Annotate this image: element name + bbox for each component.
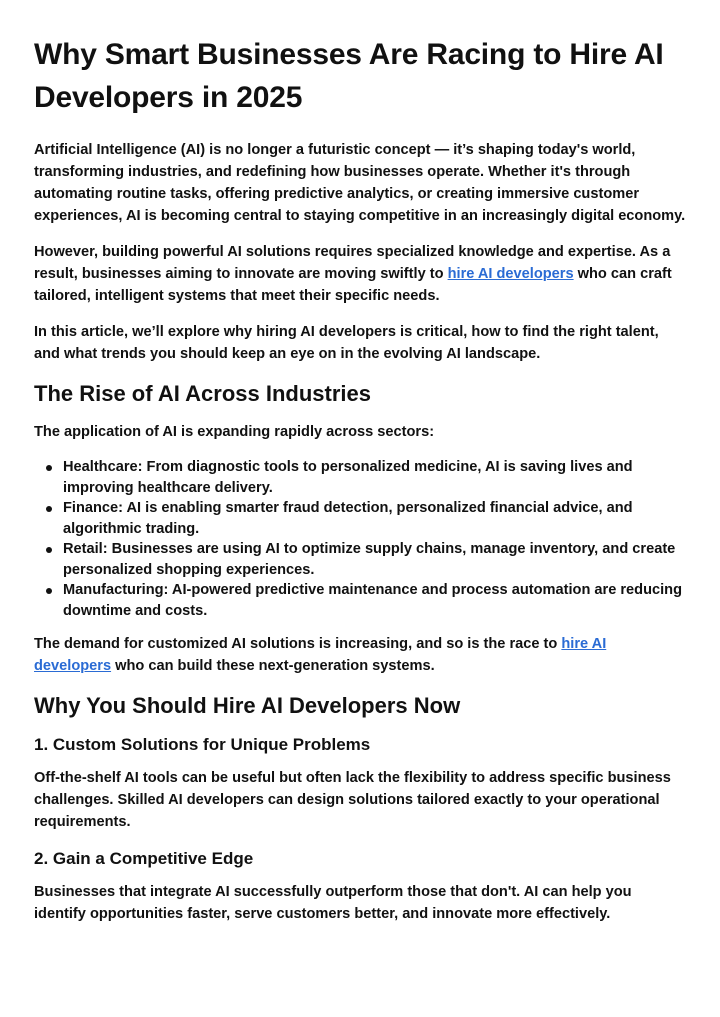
intro-paragraph-3: In this article, we’ll explore why hiring AI developers is critical, how to find the right talent, and what trends you should keep an eye on in the evolving AI landscape. [34,324,659,362]
intro-paragraph-2-text-before: However, building powerful AI solutions requires specialized knowledge and expertise. As a result, businesses aiming to innovate are moving swiftly to [34,244,671,282]
list-item [63,580,686,621]
list-item-text: Healthcare: From diagnostic tools to personalized medicine, AI is saving lives and improving healthcare delivery. [63,459,633,496]
list-item-text: Manufacturing: AI-powered predictive maintenance and process automation are reducing downtime and costs. [63,582,683,619]
list-item [63,457,686,498]
section-closing-text-before: The demand for customized AI solutions is increasing, and so is the race to [34,636,562,652]
section-lead-paragraph: The application of AI is expanding rapidly across sectors: [34,424,435,440]
bullet-icon [46,465,52,471]
article-title: Why Smart Businesses Are Racing to Hire AI Developers in 2025 [34,38,664,114]
list-item [63,498,686,539]
hire-ai-developers-link[interactable]: hire AI developers [447,266,574,282]
bullet-icon [46,588,52,594]
list-item-text: Finance: AI is enabling smarter fraud detection, personalized financial advice, and algorithmic trading. [63,500,633,537]
intro-paragraph-1: Artificial Intelligence (AI) is no longer a futuristic concept — it’s shaping today's world, transforming industries, and redefining how businesses operate. Whether it's through automating routine tasks, offering predictive analytics, or creating immersive customer experiences, AI is becoming central to staying competitive in an increasingly digital economy. [34,142,686,224]
list-item-text: Retail: Businesses are using AI to optimize supply chains, manage inventory, and create personalized shopping experiences. [63,541,676,578]
custom-solutions-paragraph: Off-the-shelf AI tools can be useful but often lack the flexibility to address specific business challenges. Skilled AI developers can design solutions tailored exactly to your operational requirements. [34,770,671,830]
bullet-icon [46,547,52,553]
hire-ai-developers-link[interactable]: hire AI developers [34,636,607,674]
industries-bullet-list [34,457,686,621]
section-heading-why-hire-now: Why You Should Hire AI Developers Now [34,693,461,718]
section-heading-rise-of-ai: The Rise of AI Across Industries [34,381,372,406]
intro-paragraph-2-text-after: who can craft tailored, intelligent systems that meet their specific needs. [34,266,672,304]
section-closing-paragraph [34,633,686,677]
bullet-icon [46,506,52,512]
subheading-custom-solutions: 1. Custom Solutions for Unique Problems [34,735,371,754]
competitive-edge-paragraph: Businesses that integrate AI successfully outperform those that don't. AI can help you identify opportunities faster, serve customers better, and innovate more effectively. [34,884,632,922]
section-closing-text-after: who can build these next-generation systems. [111,658,435,674]
subheading-competitive-edge: 2. Gain a Competitive Edge [34,849,254,868]
list-item [63,539,686,580]
intro-paragraph-2 [34,241,686,307]
